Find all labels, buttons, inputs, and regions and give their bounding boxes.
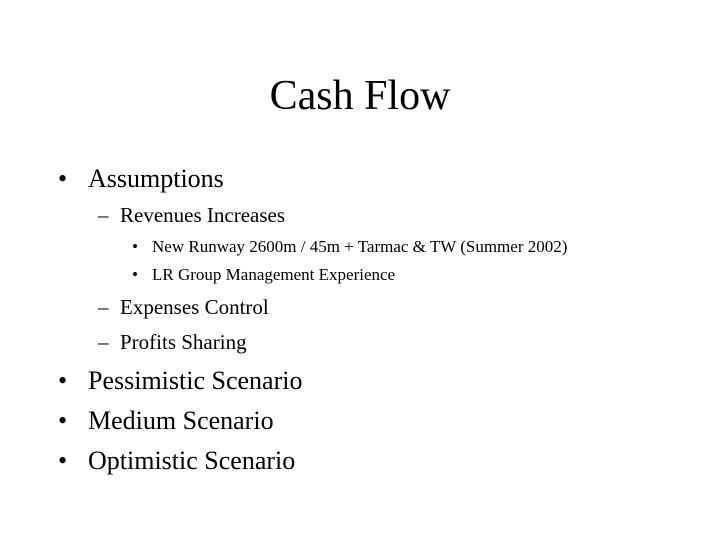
sub-bullet-text: Revenues Increases [120,203,286,227]
bullet-marker: • [132,265,138,284]
dash-marker: – [98,330,109,354]
sub-bullet-text: Expenses Control [120,295,269,319]
bullet-marker: • [58,366,68,395]
dash-marker: – [98,295,109,319]
dash-marker: – [98,203,109,227]
bullet-text: Medium Scenario [88,406,274,435]
sub-sub-bullet-text: LR Group Management Experience [152,265,396,284]
slide-title: Cash Flow [269,73,451,119]
sub-sub-bullet-text: New Runway 2600m / 45m + Tarmac & TW (Summer 2002) [152,237,568,256]
bullet-text: Assumptions [88,164,224,193]
bullet-text: Pessimistic Scenario [88,366,303,395]
bullet-marker: • [58,164,68,193]
bullet-marker: • [58,406,68,435]
bullet-marker: • [58,446,68,475]
bullet-marker: • [132,237,138,256]
bullet-text: Optimistic Scenario [88,446,296,475]
sub-bullet-text: Profits Sharing [120,330,247,354]
